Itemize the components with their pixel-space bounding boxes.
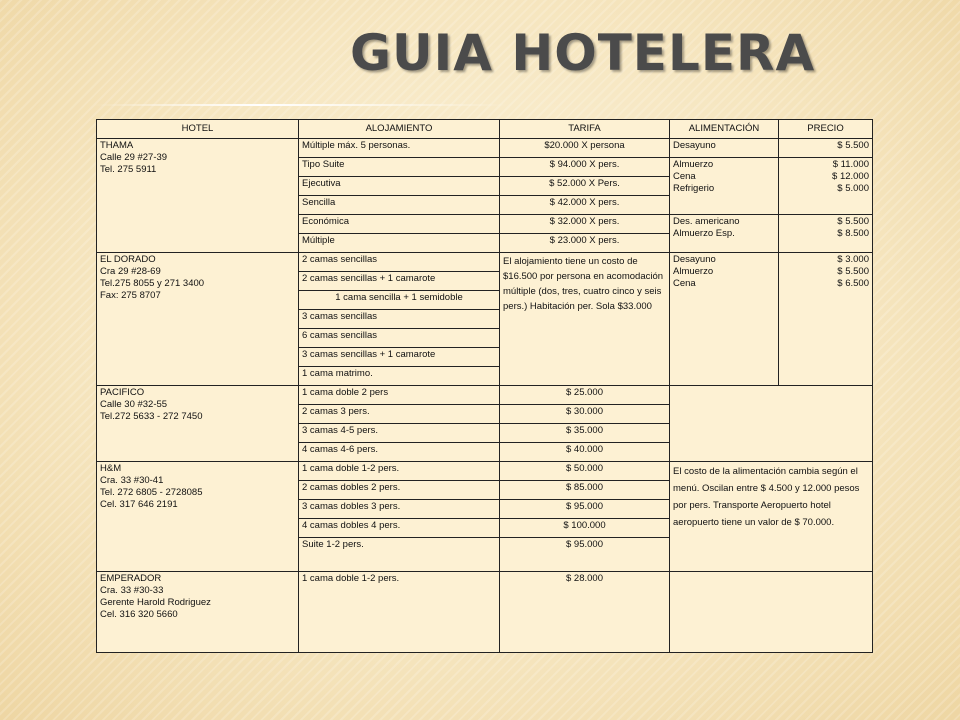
room-type: 1 cama doble 1-2 pers. <box>299 572 500 653</box>
table-row <box>97 139 873 158</box>
header-hotel: HOTEL <box>97 120 299 139</box>
room-type: 3 camas sencillas + 1 camarote <box>299 348 500 367</box>
meal-price-value: $ 5.500 <box>837 266 869 277</box>
hotel-address: Cra 29 #28-69 <box>100 266 161 277</box>
meal-price <box>779 215 873 253</box>
hotel-phone: Tel. 272 6805 - 2728085 <box>100 487 203 498</box>
hotel-info-dorado <box>97 253 299 386</box>
room-rate: $ 35.000 <box>500 424 670 443</box>
meal-price <box>779 253 873 386</box>
room-type: Ejecutiva <box>299 177 500 196</box>
title-divider <box>92 104 512 106</box>
room-rate: $ 52.000 X Pers. <box>500 177 670 196</box>
hotel-info-thama <box>97 139 299 253</box>
meal-item <box>670 139 779 158</box>
room-rate: $20.000 X persona <box>500 139 670 158</box>
hotel-name: EL DORADO <box>100 254 156 265</box>
meal-price-value: $ 5.000 <box>837 183 869 194</box>
room-rate: $ 28.000 <box>500 572 670 653</box>
hotel-name: PACIFICO <box>100 387 145 398</box>
room-type: Múltiple máx. 5 personas. <box>299 139 500 158</box>
meal-price-value: $ 11.000 <box>832 159 869 170</box>
table-row <box>97 572 873 653</box>
room-rate: $ 95.000 <box>500 538 670 572</box>
hotel-address: Calle 30 #32-55 <box>100 399 168 410</box>
room-rate: $ 95.000 <box>500 500 670 519</box>
meal-price-value: $ 5.500 <box>837 216 869 227</box>
hotel-phone: Tel.272 5633 - 272 7450 <box>100 411 203 422</box>
room-rate: $ 25.000 <box>500 386 670 405</box>
slide-title: GUIA HOTELERA <box>350 24 816 82</box>
meal-name: Des. americano <box>673 216 740 227</box>
hotel-info-pacifico <box>97 386 299 462</box>
room-type: 4 camas 4-6 pers. <box>299 443 500 462</box>
meal-price-value: $ 12.000 <box>832 171 869 182</box>
table-row <box>97 253 873 272</box>
meal-item <box>670 215 779 253</box>
hotel-name: H&M <box>100 463 122 474</box>
hotel-manager: Gerente Harold Rodriguez <box>100 597 211 608</box>
room-type: 1 cama doble 2 pers <box>299 386 500 405</box>
meal-name: Almuerzo <box>673 159 714 170</box>
hotel-guide-table <box>96 119 873 653</box>
room-rate: $ 32.000 X pers. <box>500 215 670 234</box>
meal-name: Refrigerio <box>673 183 715 194</box>
room-type: 2 camas sencillas <box>299 253 500 272</box>
meal-empty <box>670 386 873 462</box>
hotel-address: Cra. 33 #30-41 <box>100 475 164 486</box>
room-type: 3 camas 4-5 pers. <box>299 424 500 443</box>
hotel-phone: Tel.275 8055 y 271 3400 <box>100 278 205 289</box>
meal-name: Desayuno <box>673 254 716 265</box>
meal-price-value: $ 6.500 <box>837 278 869 289</box>
room-rate: $ 30.000 <box>500 405 670 424</box>
room-type: Suite 1-2 pers. <box>299 538 500 572</box>
room-rate: $ 40.000 <box>500 443 670 462</box>
room-rate: $ 85.000 <box>500 481 670 500</box>
room-type: Tipo Suite <box>299 158 500 177</box>
hotel-info-emperador <box>97 572 299 653</box>
room-type: 2 camas sencillas + 1 camarote <box>299 272 500 291</box>
meal-name: Desayuno <box>673 140 716 151</box>
meal-price-value: $ 5.500 <box>837 140 869 151</box>
room-type: Económica <box>299 215 500 234</box>
room-rate: $ 94.000 X pers. <box>500 158 670 177</box>
hotel-phone: Tel. 275 5911 <box>100 164 157 175</box>
room-type: 3 camas sencillas <box>299 310 500 329</box>
table-row <box>97 462 873 481</box>
meal-price <box>779 158 873 215</box>
room-type: 3 camas dobles 3 pers. <box>299 500 500 519</box>
hotel-address: Calle 29 #27-39 <box>100 152 168 163</box>
table-row <box>97 386 873 405</box>
meal-empty <box>670 572 873 653</box>
hotel-name: EMPERADOR <box>100 573 162 584</box>
hotel-name: THAMA <box>100 140 134 151</box>
meal-item <box>670 158 779 215</box>
room-type: 1 cama sencilla + 1 semidoble <box>299 291 500 310</box>
hotel-info-hm <box>97 462 299 572</box>
header-tarifa: TARIFA <box>500 120 670 139</box>
meal-price-value: $ 8.500 <box>837 228 869 239</box>
meal-name: Cena <box>673 278 696 289</box>
hotel-cell: Cel. 316 320 5660 <box>100 609 178 620</box>
room-type: 1 cama matrimo. <box>299 367 500 386</box>
room-type: 2 camas 3 pers. <box>299 405 500 424</box>
meal-name: Cena <box>673 171 696 182</box>
header-row <box>97 120 873 139</box>
room-type: Múltiple <box>299 234 500 253</box>
header-alimentacion: ALIMENTACIÓN <box>670 120 779 139</box>
hotel-address: Cra. 33 #30-33 <box>100 585 164 596</box>
hotel-cell: Cel. 317 646 2191 <box>100 499 178 510</box>
room-rate-note <box>500 253 670 386</box>
rate-note-text: El alojamiento tiene un costo de $16.500 por persona en acomodación múltiple (dos, tres, cuatro cinco y seis pers.) Habitación per. Sola $33.000 <box>503 256 664 312</box>
header-alojamiento: ALOJAMIENTO <box>299 120 500 139</box>
meal-name: Almuerzo Esp. <box>673 228 735 239</box>
room-type: 4 camas dobles 4 pers. <box>299 519 500 538</box>
room-type: 6 camas sencillas <box>299 329 500 348</box>
hotel-fax: Fax: 275 8707 <box>100 290 161 301</box>
room-rate: $ 23.000 X pers. <box>500 234 670 253</box>
room-type: Sencilla <box>299 196 500 215</box>
meal-price <box>779 139 873 158</box>
room-rate: $ 50.000 <box>500 462 670 481</box>
meal-item <box>670 253 779 386</box>
header-precio: PRECIO <box>779 120 873 139</box>
meal-name: Almuerzo <box>673 266 714 277</box>
meal-price-value: $ 3.000 <box>837 254 869 265</box>
room-rate: $ 100.000 <box>500 519 670 538</box>
meal-note <box>670 462 873 572</box>
room-rate: $ 42.000 X pers. <box>500 196 670 215</box>
room-type: 2 camas dobles 2 pers. <box>299 481 500 500</box>
room-type: 1 cama doble 1-2 pers. <box>299 462 500 481</box>
meal-note-text: El costo de la alimentación cambia según el menú. Oscilan entre $ 4.500 y 12.000 pesos por pers. Transporte Aeropuerto hotel aeropuerto tiene un valor de $ 70.000. <box>673 466 860 528</box>
